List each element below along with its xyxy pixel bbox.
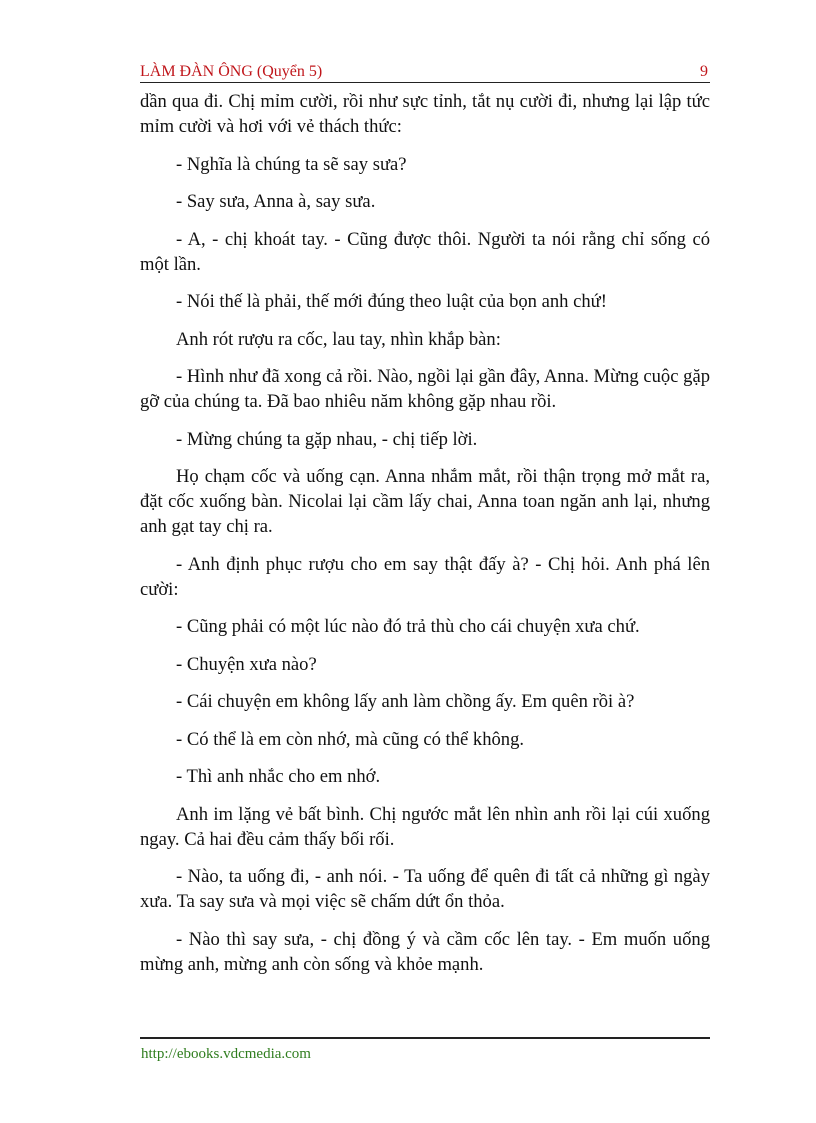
paragraph: - Nào thì say sưa, - chị đồng ý và cầm cốc lên tay. - Em muốn uống mừng anh, mừng anh còn sống và khỏe mạnh.: [140, 928, 710, 975]
paragraph: - Có thể là em còn nhớ, mà cũng có thể không.: [176, 728, 525, 750]
paragraph: - Mừng chúng ta gặp nhau, - chị tiếp lời.: [176, 428, 478, 450]
footer-website-link[interactable]: http://ebooks.vdcmedia.com: [141, 1046, 311, 1062]
paragraph: Anh im lặng vẻ bất bình. Chị ngước mắt lên nhìn anh rồi lại cúi xuống ngay. Cả hai đều cảm thấy bối rối.: [140, 803, 710, 850]
paragraph: - Anh định phục rượu cho em say thật đấy à? - Chị hỏi. Anh phá lên cười:: [140, 553, 710, 600]
footer-divider: [140, 1037, 710, 1039]
paragraph: - Nào, ta uống đi, - anh nói. - Ta uống để quên đi tất cả những gì ngày xưa. Ta say sưa và mọi việc sẽ chấm dứt ổn thỏa.: [140, 866, 710, 912]
paragraph: - Thì anh nhắc cho em nhớ.: [176, 766, 381, 787]
paragraph: - Say sưa, Anna à, say sưa.: [176, 191, 376, 212]
paragraph: Họ chạm cốc và uống cạn. Anna nhắm mắt, rồi thận trọng mở mắt ra, đặt cốc xuống bàn. Nicolai lại cầm lấy chai, Anna toan ngăn anh lại, nhưng anh gạt tay chị ra.: [140, 466, 710, 537]
paragraph: - Chuyện xưa nào?: [176, 653, 317, 675]
paragraph: - A, - chị khoát tay. - Cũng được thôi. Người ta nói rằng chỉ sống có một lần.: [140, 228, 710, 275]
paragraph: - Cái chuyện em không lấy anh làm chồng ấy. Em quên rồi à?: [176, 691, 635, 712]
page-number: 9: [700, 63, 708, 80]
book-title: LÀM ĐÀN ÔNG (Quyển 5): [140, 63, 323, 80]
paragraph: Anh rót rượu ra cốc, lau tay, nhìn khắp bàn:: [176, 328, 501, 350]
paragraph: - Nghĩa là chúng ta sẽ say sưa?: [176, 153, 407, 175]
paragraph: - Cũng phải có một lúc nào đó trả thù cho cái chuyện xưa chứ.: [176, 616, 640, 637]
paragraph: dần qua đi. Chị mỉm cười, rồi như sực tỉnh, tắt nụ cười đi, nhưng lại lập tức mỉm cười và hơi với vẻ thách thức:: [140, 91, 710, 137]
page-body: [140, 89, 710, 989]
paragraph: - Nói thế là phải, thế mới đúng theo luật của bọn anh chứ!: [176, 291, 607, 312]
page-header: [140, 60, 710, 83]
paragraph: - Hình như đã xong cả rồi. Nào, ngồi lại gần đây, Anna. Mừng cuộc gặp gỡ của chúng ta. Đã bao nhiêu năm không gặp nhau rồi.: [140, 366, 710, 412]
